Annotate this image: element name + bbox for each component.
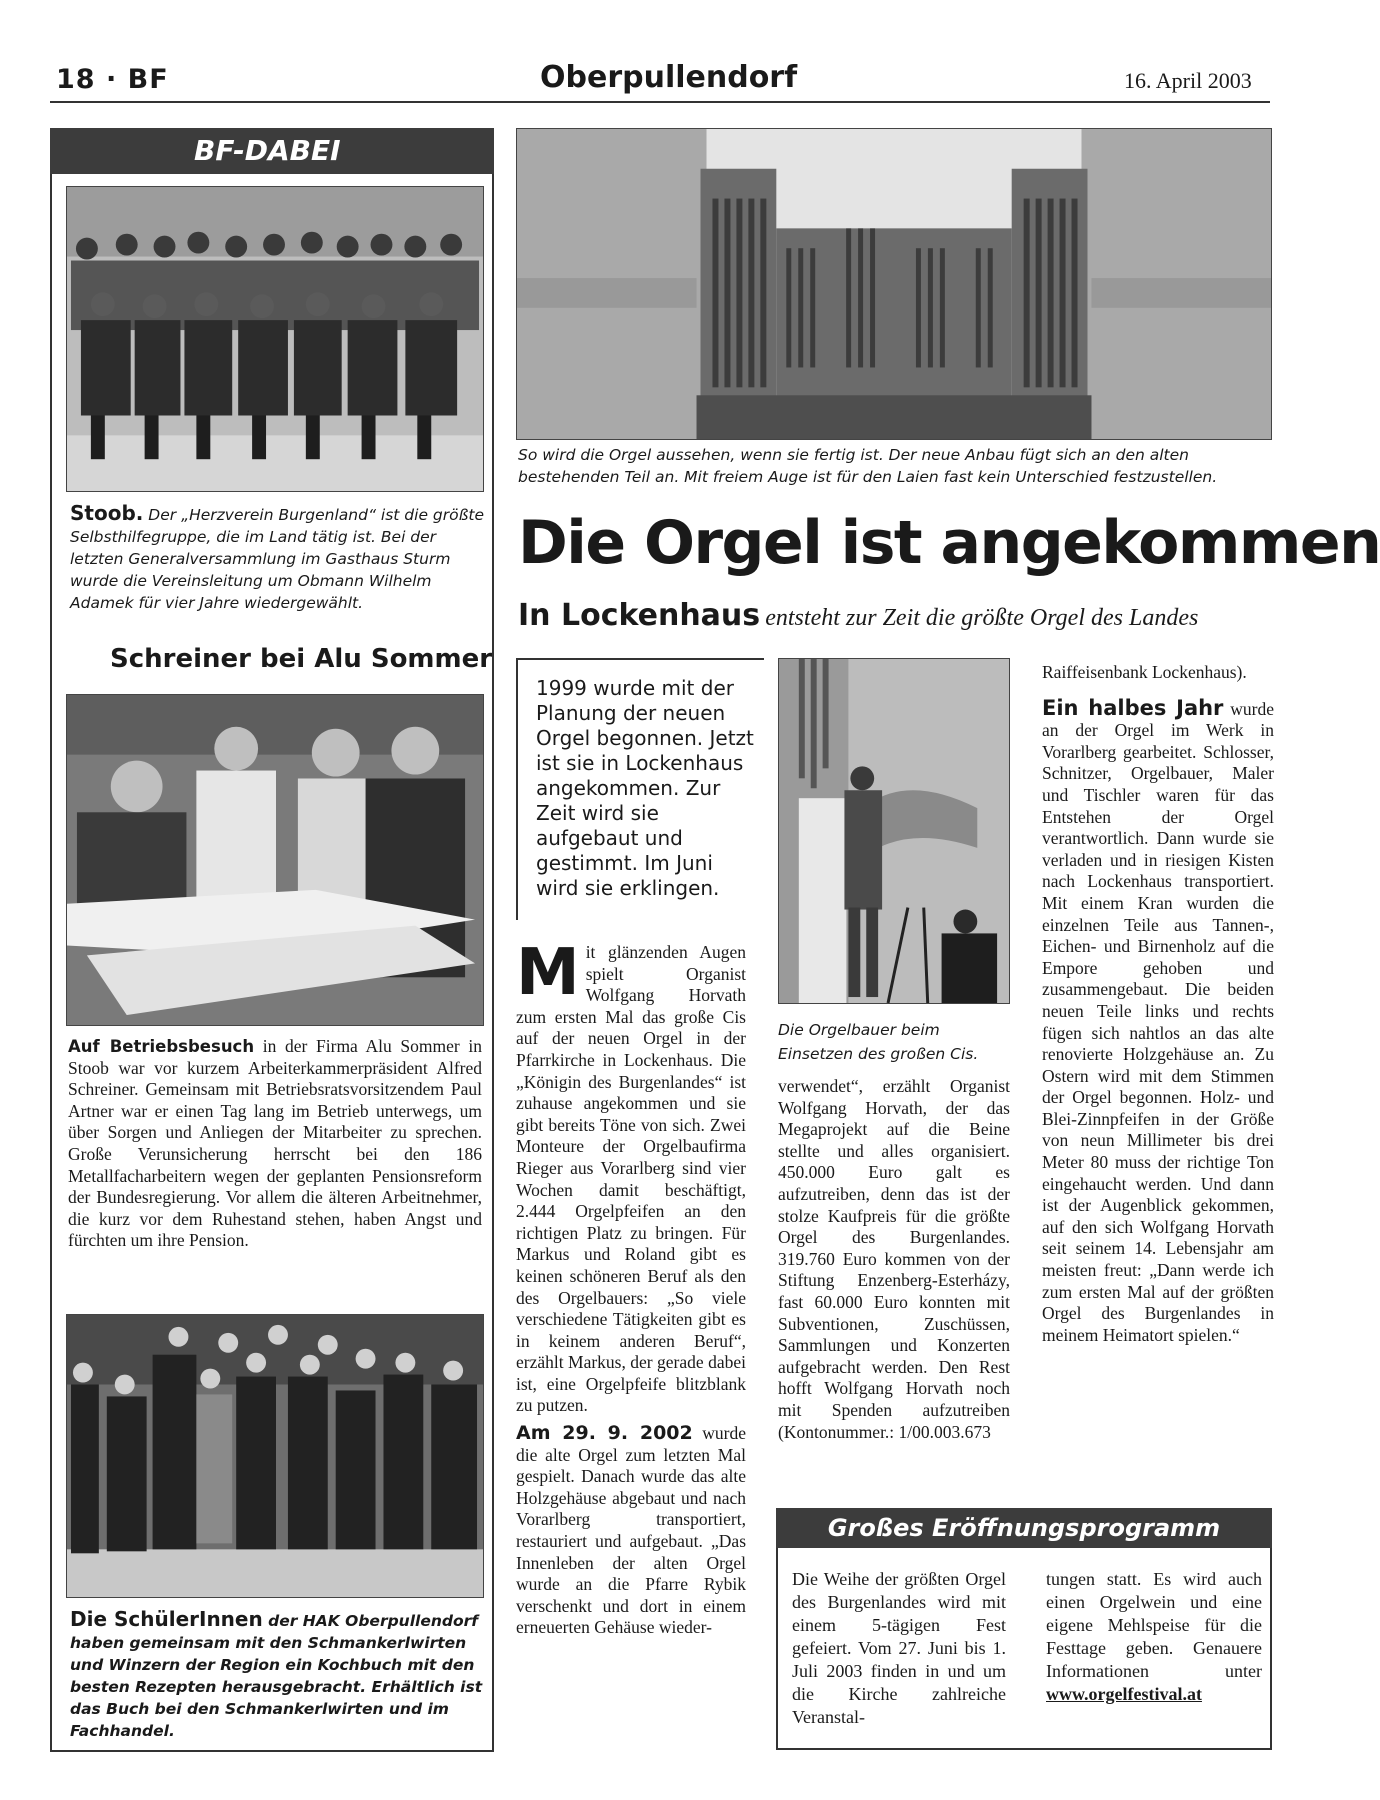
photo-alu-sommer: [66, 694, 484, 1026]
caption-hak-students-lead: Die SchülerInnen: [70, 1607, 263, 1631]
col1-p2: wurde die alte Orgel zum letzten Mal gespielt. Danach wurde das alte Holzgehäuse abgebaut und nach Vorarlberg transportiert, restauriert und aufgebaut. „Das Innenleben der alten Orgel wurde an die Pfarre Rybik verschenkt und dort in einem erneuerten Gehäuse wieder-: [516, 1423, 746, 1638]
dropcap: M: [516, 936, 580, 1010]
section-title: Oberpullendorf: [540, 60, 798, 95]
subheadline: [518, 598, 1272, 633]
program-box-title-bar: [776, 1508, 1272, 1548]
banner-text: BF-DABEI: [194, 134, 341, 167]
caption-hak-students: [70, 1608, 484, 1742]
intro-text: 1999 wurde mit der Planung der neuen Orgel begonnen. Jetzt ist sie in Lockenhaus angekommen. Zur Zeit wird sie aufgebaut und gestimmt. Im Juni wird sie erklingen.: [536, 676, 754, 900]
caption-herzverein: [70, 502, 484, 614]
photo-herzverein-group: [66, 186, 484, 492]
article-alu-sommer-lead: Auf Betriebsbesuch: [68, 1037, 255, 1056]
article-alu-sommer-text: in der Firma Alu Sommer in Stoob war vor kurzem Arbeiterkammerpräsident Alfred Schreiner. Gemeinsam mit Betriebsratsvorsitzendem Paul Artner war er einen Tag lang im Betrieb unterwegs, um über Sorgen und Anliegen der Mitarbeiter zu sprechen. Große Verunsicherung herrscht bei den 186 Metallfacharbeitern wegen der geplanten Pensionsreform der Bundesregierung. Vor allem die älteren Arbeitnehmer, die kurz vor dem Ruhestand stehen, haben Angst und fürchten um ihre Pension.: [68, 1036, 482, 1251]
article-organ-col3: [1042, 662, 1274, 1346]
issue-date: 16. April 2003: [1124, 68, 1252, 93]
caption-hak-students-text: der HAK Oberpullendorf haben gemeinsam mit den Schmankerlwirten und Winzern der Region ein Kochbuch mit den besten Rezepten herausgebracht. Erhältlich ist das Buch bei den Schmankerlwirten und im Fachhandel.: [70, 1612, 483, 1740]
col3-lead: Ein halbes Jahr: [1042, 695, 1224, 720]
bf-dabei-banner: [50, 128, 494, 174]
headline: Die Orgel ist angekommen: [518, 508, 1380, 578]
col1-p2-lead: Am 29. 9. 2002: [516, 1422, 693, 1445]
program-box-title: Großes Eröffnungsprogramm: [827, 1514, 1221, 1542]
page-number: 18 · BF: [56, 64, 169, 95]
festival-link[interactable]: www.orgelfestival.at: [1046, 1684, 1202, 1704]
photo-hak-students: [66, 1314, 484, 1598]
subheadline-lead: In Lockenhaus: [518, 598, 761, 633]
program-box-col2-text: tungen statt. Es wird auch einen Orgelwein und eine eigene Mehlspeise für die Festtage geben. Genauere Informationen unter: [1046, 1569, 1262, 1681]
program-box-col1: Die Weihe der größten Orgel des Burgenlandes wird mit einem 5-tägigen Fest gefeiert. Vom 27. Juni bis 1. Juli 2003 finden in und um die Kirche zahlreiche Veranstal-: [792, 1569, 1006, 1727]
photo-organ: [516, 128, 1272, 440]
heading-alu-sommer: Schreiner bei Alu Sommer: [110, 644, 493, 674]
caption-herzverein-text: Der „Herzverein Burgenland“ ist die größte Selbsthilfegruppe, die im Land tätig ist. Bei der letzten Generalversammlung im Gasthaus Sturm wurde die Vereinsleitung um Obmann Wilhelm Adamek für vier Jahre wiedergewählt.: [70, 506, 484, 612]
col3-top: Raiffeisenbank Lockenhaus).: [1042, 662, 1247, 682]
caption-organ: So wird die Orgel aussehen, wenn sie fertig ist. Der neue Anbau fügt sich an den alten bestehenden Teil an. Mit freiem Auge ist für den Laien fast kein Unterschied festzustellen.: [518, 446, 1218, 486]
caption-herzverein-lead: Stoob.: [70, 501, 144, 525]
photo-organ-builders: [778, 658, 1010, 1004]
article-alu-sommer: [68, 1036, 482, 1252]
col3-text: wurde an der Orgel im Werk in Vorarlberg gearbeitet. Schlosser, Schnitzer, Orgelbauer, Maler und Tischler waren für das Entstehen der Orgel verantwortlich. Dann wurde sie verladen und in riesigen Kisten nach Lockenhaus transportiert. Mit einem Kran wurden die einzelnen Teile aus Tannen-, Eichen- und Birnenholz auf die Empore gehoben und zusammengebaut. Die beiden neuen Teile links und rechts fügen sich nahtlos an das alte renovierte Holzgehäuse an. Zu Ostern wird mit dem Stimmen der Orgel begonnen. Holz- und Blei-Zinnpfeifen in der Größe von neun Millimeter bis drei Meter 80 muss der richtige Ton eingehaucht werden. Und dann ist der Augenblick gekommen, auf den sich Wolfgang Horvath seit seinem 14. Lebensjahr am meisten freut: „Dann werde ich zum ersten Mal auf der größten Orgel des Burgenlandes in meinem Heimatort spielen.“: [1042, 698, 1274, 1345]
article-organ-col2: verwendet“, erzählt Organist Wolfgang Horvath, der das Megaprojekt auf die Beine stellte und alles organisiert. 450.000 Euro galt es aufzutreiben, denn das ist der stolze Kaufpreis für die größte Orgel des Burgenlandes. 319.760 Euro kommen von der Stiftung Enzenberg-Esterházy, fast 60.000 Euro konnten mit Subventionen, Zuschüssen, Sammlungen und Konzerten aufgebracht werden. Den Rest hofft Wolfgang Horvath noch mit Spenden aufzutreiben (Kontonummer.: 1/00.003.673: [778, 1076, 1010, 1442]
subheadline-text: entsteht zur Zeit die größte Orgel des Landes: [765, 605, 1199, 631]
program-box-col2: [1046, 1568, 1262, 1706]
article-organ-col1: [516, 936, 746, 1750]
col1-p1: it glänzenden Augen spielt Organist Wolfgang Horvath zum ersten Mal das große Cis auf der neuen Orgel in der Pfarrkirche in Lockenhaus. Die „Königin des Burgenlandes“ ist zuhause angekommen und sie gibt bereits Töne von sich. Zwei Monteure der Orgelbaufirma Rieger aus Vorarlberg sind vier Wochen damit beschäftigt, 2.444 Orgelpfeifen an den richtigen Platz zu bringen. Für Markus und Roland gibt es keinen schöneren Beruf als den des Orgelbauers: „So viele verschiedene Tätigkeiten gibt es in keinem anderen Beruf“, erzählt Markus, der gerade dabei ist, eine Orgelpfeife blitzblank zu putzen.: [516, 942, 746, 1416]
caption-organ-builders: Die Orgelbauer beim Einsetzen des großen Cis.: [778, 1021, 979, 1063]
header-rule: [50, 101, 1270, 103]
